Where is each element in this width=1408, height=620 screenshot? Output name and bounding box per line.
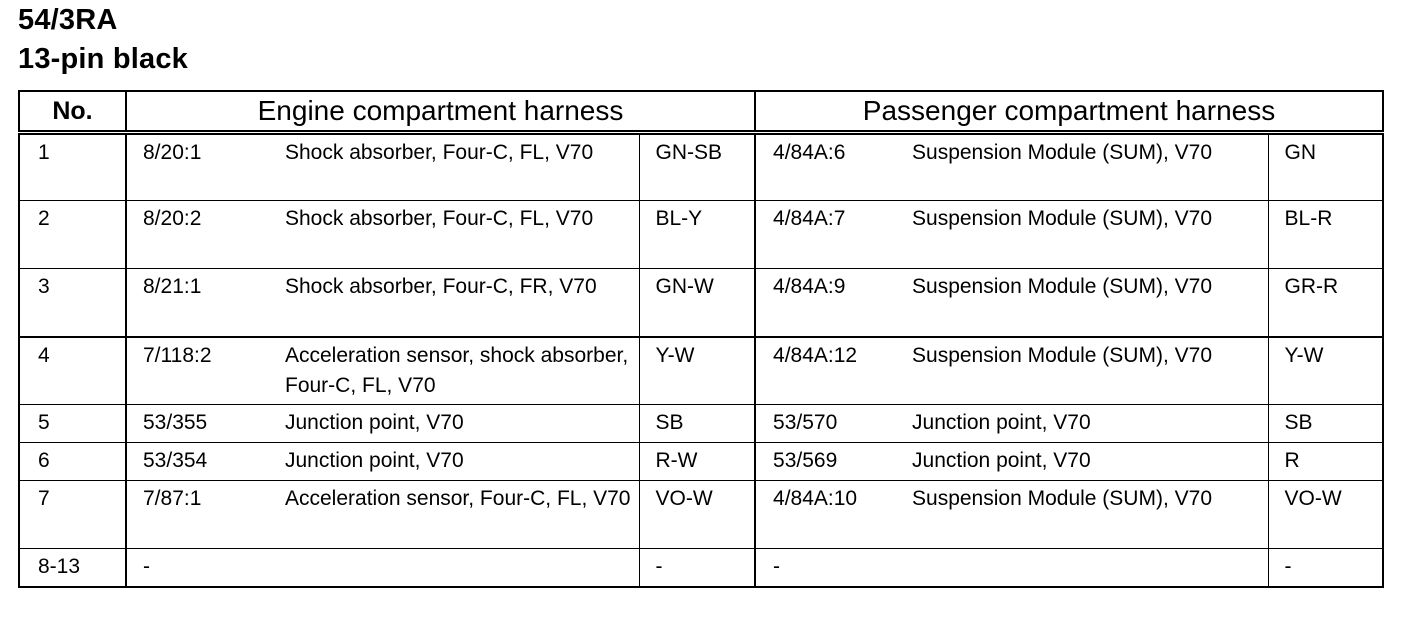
pin-number: 5	[19, 405, 126, 443]
engine-desc: Shock absorber, Four-C, FL, V70	[285, 133, 639, 201]
passenger-wire-color: VO-W	[1268, 481, 1383, 549]
passenger-ref: 53/569	[755, 443, 912, 481]
passenger-ref: 4/84A:7	[755, 201, 912, 269]
engine-wire-color: GN-W	[639, 269, 755, 337]
passenger-ref: 4/84A:12	[755, 337, 912, 405]
passenger-ref: 53/570	[755, 405, 912, 443]
connector-description: 13-pin black	[18, 43, 189, 75]
passenger-ref: 4/84A:9	[755, 269, 912, 337]
connector-id: 54/3RA	[18, 4, 118, 36]
engine-wire-color: GN-SB	[639, 133, 755, 201]
table-row	[19, 443, 1383, 481]
passenger-wire-color: SB	[1268, 405, 1383, 443]
passenger-wire-color: Y-W	[1268, 337, 1383, 405]
pin-number: 7	[19, 481, 126, 549]
table-row	[19, 405, 1383, 443]
engine-ref: 8/20:1	[126, 133, 285, 201]
engine-ref: 8/21:1	[126, 269, 285, 337]
header-engine-harness: Engine compartment harness	[126, 91, 755, 133]
engine-wire-color: BL-Y	[639, 201, 755, 269]
engine-ref: 53/355	[126, 405, 285, 443]
engine-wire-color: SB	[639, 405, 755, 443]
passenger-desc	[912, 549, 1268, 587]
engine-ref: 7/118:2	[126, 337, 285, 405]
passenger-desc: Suspension Module (SUM), V70	[912, 481, 1268, 549]
passenger-desc: Suspension Module (SUM), V70	[912, 133, 1268, 201]
engine-desc: Shock absorber, Four-C, FR, V70	[285, 269, 639, 337]
header-row	[19, 91, 1383, 133]
passenger-wire-color: BL-R	[1268, 201, 1383, 269]
pin-number: 2	[19, 201, 126, 269]
passenger-desc: Junction point, V70	[912, 405, 1268, 443]
engine-wire-color: -	[639, 549, 755, 587]
header-no: No.	[19, 91, 126, 133]
engine-desc: Acceleration sensor, Four-C, FL, V70	[285, 481, 639, 549]
passenger-ref: -	[755, 549, 912, 587]
passenger-desc: Junction point, V70	[912, 443, 1268, 481]
engine-desc: Shock absorber, Four-C, FL, V70	[285, 201, 639, 269]
pin-number: 4	[19, 337, 126, 405]
engine-ref: 53/354	[126, 443, 285, 481]
passenger-wire-color: GR-R	[1268, 269, 1383, 337]
engine-wire-color: R-W	[639, 443, 755, 481]
passenger-wire-color: GN	[1268, 133, 1383, 201]
passenger-desc: Suspension Module (SUM), V70	[912, 201, 1268, 269]
table-row	[19, 481, 1383, 549]
header-passenger-harness: Passenger compartment harness	[755, 91, 1383, 133]
engine-desc: Junction point, V70	[285, 443, 639, 481]
pin-number: 1	[19, 133, 126, 201]
table-row	[19, 549, 1383, 587]
engine-ref: 8/20:2	[126, 201, 285, 269]
table-row	[19, 269, 1383, 337]
pin-number: 8-13	[19, 549, 126, 587]
pin-number: 6	[19, 443, 126, 481]
engine-ref: 7/87:1	[126, 481, 285, 549]
passenger-ref: 4/84A:10	[755, 481, 912, 549]
table-row	[19, 337, 1383, 405]
passenger-wire-color: -	[1268, 549, 1383, 587]
engine-desc: Acceleration sensor, shock absorber, Four-C, FL, V70	[285, 337, 639, 405]
passenger-wire-color: R	[1268, 443, 1383, 481]
engine-desc: Junction point, V70	[285, 405, 639, 443]
table-row	[19, 133, 1383, 201]
engine-wire-color: VO-W	[639, 481, 755, 549]
engine-ref: -	[126, 549, 285, 587]
passenger-ref: 4/84A:6	[755, 133, 912, 201]
pin-number: 3	[19, 269, 126, 337]
harness-table	[18, 90, 1384, 588]
engine-desc	[285, 549, 639, 587]
passenger-desc: Suspension Module (SUM), V70	[912, 269, 1268, 337]
table-row	[19, 201, 1383, 269]
passenger-desc: Suspension Module (SUM), V70	[912, 337, 1268, 405]
engine-wire-color: Y-W	[639, 337, 755, 405]
